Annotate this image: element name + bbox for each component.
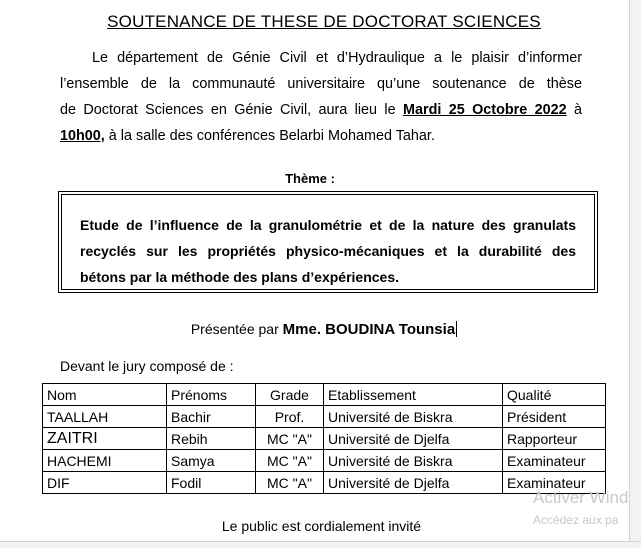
cell-grade: Prof. — [256, 406, 324, 428]
theme-text: Etude de l’influence de la granulométrie et de la nature des granulats recyclés sur les propriétés physico-mécaniques et la durabilité des bétons par la méthode des plans d’expériences. — [80, 217, 576, 285]
jury-table — [42, 383, 606, 494]
table-row — [43, 472, 606, 494]
cell-etablissement: Université de Biskra — [324, 450, 503, 472]
table-row — [43, 428, 606, 450]
cell-nom: TAALLAH — [43, 406, 167, 428]
theme-label: Thème : — [285, 171, 335, 186]
defense-date: Mardi 25 Octobre 2022 — [402, 102, 567, 118]
header-grade: Grade — [256, 384, 324, 406]
theme-box-inner — [61, 194, 595, 290]
header-qualite: Qualité — [503, 384, 606, 406]
closing-text: Le public est cordialement invité — [221, 518, 422, 534]
windows-activation-subtext: Accédez aux pa — [533, 513, 619, 527]
intro-line-3-text: de Doctorat Sciences en Génie Civil, aura lieu le — [60, 102, 403, 118]
cell-qualite: Rapporteur — [503, 428, 606, 450]
intro-line-3 — [60, 102, 582, 118]
text-cursor[interactable] — [456, 321, 457, 337]
windows-activation-watermark: Activer Wind — [533, 488, 629, 507]
cell-nom: DIF — [43, 472, 167, 494]
cell-etablissement: Université de Biskra — [324, 406, 503, 428]
cell-grade: MC "A" — [256, 450, 324, 472]
intro-line-4 — [60, 128, 582, 144]
presenter-name: Mme. BOUDINA Tounsia — [282, 321, 456, 338]
cell-prenom: Samya — [167, 450, 256, 472]
cell-etablissement: Université de Djelfa — [324, 428, 503, 450]
cell-qualite: Examinateur — [503, 472, 606, 494]
cell-etablissement: Université de Djelfa — [324, 472, 503, 494]
header-prenoms: Prénoms — [167, 384, 256, 406]
table-header-row — [43, 384, 606, 406]
intro-line-2: l’ensemble de la communauté universitaire qu’une soutenance de thèse — [60, 76, 582, 92]
presented-by-label: Présentée par — [190, 321, 283, 337]
cell-prenom: Fodil — [167, 472, 256, 494]
venue-text: à la salle des conférences Belarbi Mohamed Tahar. — [104, 128, 435, 144]
cell-qualite: Examinateur — [503, 450, 606, 472]
document-title: SOUTENANCE DE THESE DE DOCTORAT SCIENCES — [107, 12, 541, 31]
table-row — [43, 406, 606, 428]
intro-line-3-end: à — [566, 102, 582, 118]
theme-box — [58, 191, 598, 293]
cell-nom: ZAITRI — [43, 428, 167, 450]
window-right-edge — [629, 0, 641, 547]
table-row — [43, 450, 606, 472]
cell-nom: HACHEMI — [43, 450, 167, 472]
intro-line-1: Le département de Génie Civil et d’Hydraulique a le plaisir d’informer — [92, 50, 582, 66]
jury-label: Devant le jury composé de : — [60, 358, 234, 374]
presenter-line — [0, 321, 641, 338]
header-nom: Nom — [43, 384, 167, 406]
cell-prenom: Rebih — [167, 428, 256, 450]
cell-grade: MC "A" — [256, 428, 324, 450]
cell-grade: MC "A" — [256, 472, 324, 494]
header-etablissement: Etablissement — [324, 384, 503, 406]
cell-qualite: Président — [503, 406, 606, 428]
cell-prenom: Bachir — [167, 406, 256, 428]
defense-time: 10h00, — [60, 128, 105, 144]
